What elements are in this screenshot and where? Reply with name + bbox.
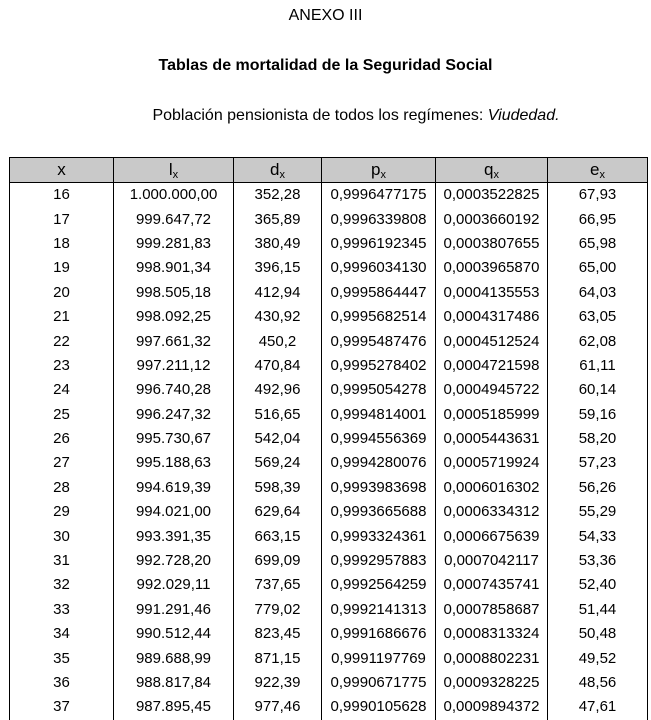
cell-survivors: 990.512,44 [114,622,234,646]
table-body [10,183,648,720]
cell-deaths: 365,89 [234,207,322,231]
column-header-symbol: d [270,160,280,179]
document-subtitle [0,106,651,126]
cell-survival-prob: 0,9990105628 [322,695,436,719]
cell-life-expectancy: 52,40 [548,573,648,597]
cell-death-prob: 0,0007858687 [436,598,548,622]
cell-survivors: 995.188,63 [114,451,234,475]
cell-survivors: 991.291,46 [114,598,234,622]
cell-death-prob: 0,0004135553 [436,281,548,305]
table-row [10,281,648,305]
cell-survival-prob: 0,9996192345 [322,232,436,256]
cell-survival-prob: 0,9992141313 [322,598,436,622]
cell-survivors: 994.021,00 [114,500,234,524]
cell-survivors: 996.247,32 [114,403,234,427]
cell-age: 17 [10,207,114,231]
cell-deaths: 380,49 [234,232,322,256]
cell-survival-prob: 0,9994280076 [322,451,436,475]
cell-survival-prob: 0,9995278402 [322,354,436,378]
table-row [10,695,648,719]
column-header-symbol: e [590,160,600,179]
cell-survival-prob: 0,9996339808 [322,207,436,231]
table-row [10,329,648,353]
table-row [10,622,648,646]
table-header-row [10,158,648,183]
cell-death-prob: 0,0004512524 [436,329,548,353]
cell-age: 32 [10,573,114,597]
cell-deaths: 412,94 [234,281,322,305]
cell-deaths: 663,15 [234,524,322,548]
column-header-life-expectancy [548,158,648,183]
column-header-subscript: x [599,169,605,181]
cell-life-expectancy: 64,03 [548,281,648,305]
cell-life-expectancy: 53,36 [548,549,648,573]
cell-survivors: 998.092,25 [114,305,234,329]
cell-survival-prob: 0,9995487476 [322,329,436,353]
cell-death-prob: 0,0003660192 [436,207,548,231]
column-header-subscript: x [172,169,179,181]
column-header-subscript: x [380,169,386,181]
cell-deaths: 470,84 [234,354,322,378]
cell-death-prob: 0,0004317486 [436,305,548,329]
cell-age: 31 [10,549,114,573]
cell-life-expectancy: 63,05 [548,305,648,329]
table-row [10,671,648,695]
cell-death-prob: 0,0009328225 [436,671,548,695]
cell-deaths: 737,65 [234,573,322,597]
cell-deaths: 779,02 [234,598,322,622]
table-row [10,598,648,622]
cell-life-expectancy: 65,98 [548,232,648,256]
cell-survivors: 998.901,34 [114,256,234,280]
cell-life-expectancy: 48,56 [548,671,648,695]
cell-age: 21 [10,305,114,329]
cell-survival-prob: 0,9992957883 [322,549,436,573]
cell-deaths: 871,15 [234,646,322,670]
cell-life-expectancy: 51,44 [548,598,648,622]
table-row [10,378,648,402]
cell-age: 23 [10,354,114,378]
cell-survivors: 995.730,67 [114,427,234,451]
cell-death-prob: 0,0006334312 [436,500,548,524]
cell-death-prob: 0,0007435741 [436,573,548,597]
cell-survivors: 993.391,35 [114,524,234,548]
table-row [10,524,648,548]
cell-survivors: 992.728,20 [114,549,234,573]
cell-deaths: 629,64 [234,500,322,524]
cell-survival-prob: 0,9990671775 [322,671,436,695]
cell-deaths: 492,96 [234,378,322,402]
cell-survivors: 994.619,39 [114,476,234,500]
cell-life-expectancy: 54,33 [548,524,648,548]
cell-death-prob: 0,0009894372 [436,695,548,719]
cell-survival-prob: 0,9996034130 [322,256,436,280]
table-row [10,646,648,670]
document-title: Tablas de mortalidad de la Seguridad Social [158,57,493,74]
cell-survivors: 988.817,84 [114,671,234,695]
table-row [10,573,648,597]
table-row [10,354,648,378]
cell-life-expectancy: 65,00 [548,256,648,280]
cell-survival-prob: 0,9991686676 [322,622,436,646]
cell-survivors: 999.281,83 [114,232,234,256]
mortality-table [9,157,648,720]
column-header-symbol: p [371,160,381,179]
cell-death-prob: 0,0003965870 [436,256,548,280]
cell-life-expectancy: 49,52 [548,646,648,670]
cell-life-expectancy: 59,16 [548,403,648,427]
cell-death-prob: 0,0006675639 [436,524,548,548]
cell-life-expectancy: 66,95 [548,207,648,231]
column-header-subscript: x [279,169,285,181]
cell-death-prob: 0,0003807655 [436,232,548,256]
cell-survivors: 997.211,12 [114,354,234,378]
cell-survivors: 996.740,28 [114,378,234,402]
cell-deaths: 542,04 [234,427,322,451]
table-row [10,451,648,475]
column-header-subscript: x [493,169,499,181]
table-row [10,232,648,256]
cell-survival-prob: 0,9995682514 [322,305,436,329]
column-header-symbol: l [168,160,173,179]
cell-age: 33 [10,598,114,622]
cell-age: 35 [10,646,114,670]
cell-life-expectancy: 47,61 [548,695,648,719]
cell-deaths: 396,15 [234,256,322,280]
cell-deaths: 569,24 [234,451,322,475]
cell-age: 20 [10,281,114,305]
cell-age: 30 [10,524,114,548]
table-row [10,476,648,500]
cell-age: 34 [10,622,114,646]
cell-life-expectancy: 58,20 [548,427,648,451]
cell-death-prob: 0,0008802231 [436,646,548,670]
cell-age: 27 [10,451,114,475]
table-row [10,256,648,280]
cell-deaths: 450,2 [234,329,322,353]
cell-survival-prob: 0,9993324361 [322,524,436,548]
cell-survivors: 987.895,45 [114,695,234,719]
cell-death-prob: 0,0008313324 [436,622,548,646]
cell-age: 28 [10,476,114,500]
cell-survival-prob: 0,9995864447 [322,281,436,305]
cell-survivors: 997.661,32 [114,329,234,353]
cell-survival-prob: 0,9991197769 [322,646,436,670]
cell-death-prob: 0,0005185999 [436,403,548,427]
table-row [10,207,648,231]
table-row [10,305,648,329]
cell-survival-prob: 0,9994814001 [322,403,436,427]
table-row [10,500,648,524]
cell-deaths: 516,65 [234,403,322,427]
column-header-death-prob [436,158,548,183]
cell-age: 37 [10,695,114,719]
cell-survival-prob: 0,9996477175 [322,183,436,208]
cell-death-prob: 0,0004945722 [436,378,548,402]
cell-survivors: 989.688,99 [114,646,234,670]
cell-death-prob: 0,0005719924 [436,451,548,475]
cell-life-expectancy: 61,11 [548,354,648,378]
cell-age: 18 [10,232,114,256]
cell-deaths: 699,09 [234,549,322,573]
cell-death-prob: 0,0004721598 [436,354,548,378]
cell-age: 22 [10,329,114,353]
column-header-symbol: q [484,160,494,179]
cell-death-prob: 0,0007042117 [436,549,548,573]
cell-life-expectancy: 62,08 [548,329,648,353]
cell-deaths: 823,45 [234,622,322,646]
cell-deaths: 598,39 [234,476,322,500]
cell-deaths: 352,28 [234,183,322,208]
column-header-symbol: x [57,160,66,179]
cell-survivors: 998.505,18 [114,281,234,305]
cell-survivors: 992.029,11 [114,573,234,597]
table-row [10,549,648,573]
cell-life-expectancy: 56,26 [548,476,648,500]
cell-deaths: 922,39 [234,671,322,695]
cell-life-expectancy: 67,93 [548,183,648,208]
table-row [10,427,648,451]
cell-survivors: 1.000.000,00 [114,183,234,208]
cell-death-prob: 0,0005443631 [436,427,548,451]
cell-survival-prob: 0,9993983698 [322,476,436,500]
subtitle-text: Población pensionista de todos los regímenes: [152,107,488,124]
cell-survivors: 999.647,72 [114,207,234,231]
cell-life-expectancy: 60,14 [548,378,648,402]
cell-age: 25 [10,403,114,427]
table-row [10,183,648,208]
column-header-age [10,158,114,183]
cell-death-prob: 0,0003522825 [436,183,548,208]
cell-age: 24 [10,378,114,402]
cell-age: 16 [10,183,114,208]
column-header-deaths [234,158,322,183]
cell-deaths: 977,46 [234,695,322,719]
cell-life-expectancy: 55,29 [548,500,648,524]
column-header-survival-prob [322,158,436,183]
subtitle-italic: Viudedad. [487,107,560,124]
cell-age: 19 [10,256,114,280]
annex-heading: ANEXO III [288,7,363,24]
cell-survival-prob: 0,9994556369 [322,427,436,451]
cell-age: 26 [10,427,114,451]
cell-survival-prob: 0,9992564259 [322,573,436,597]
cell-survival-prob: 0,9993665688 [322,500,436,524]
cell-age: 36 [10,671,114,695]
cell-survival-prob: 0,9995054278 [322,378,436,402]
cell-death-prob: 0,0006016302 [436,476,548,500]
table-row [10,403,648,427]
cell-life-expectancy: 57,23 [548,451,648,475]
column-header-survivors [114,158,234,183]
cell-deaths: 430,92 [234,305,322,329]
cell-age: 29 [10,500,114,524]
cell-life-expectancy: 50,48 [548,622,648,646]
